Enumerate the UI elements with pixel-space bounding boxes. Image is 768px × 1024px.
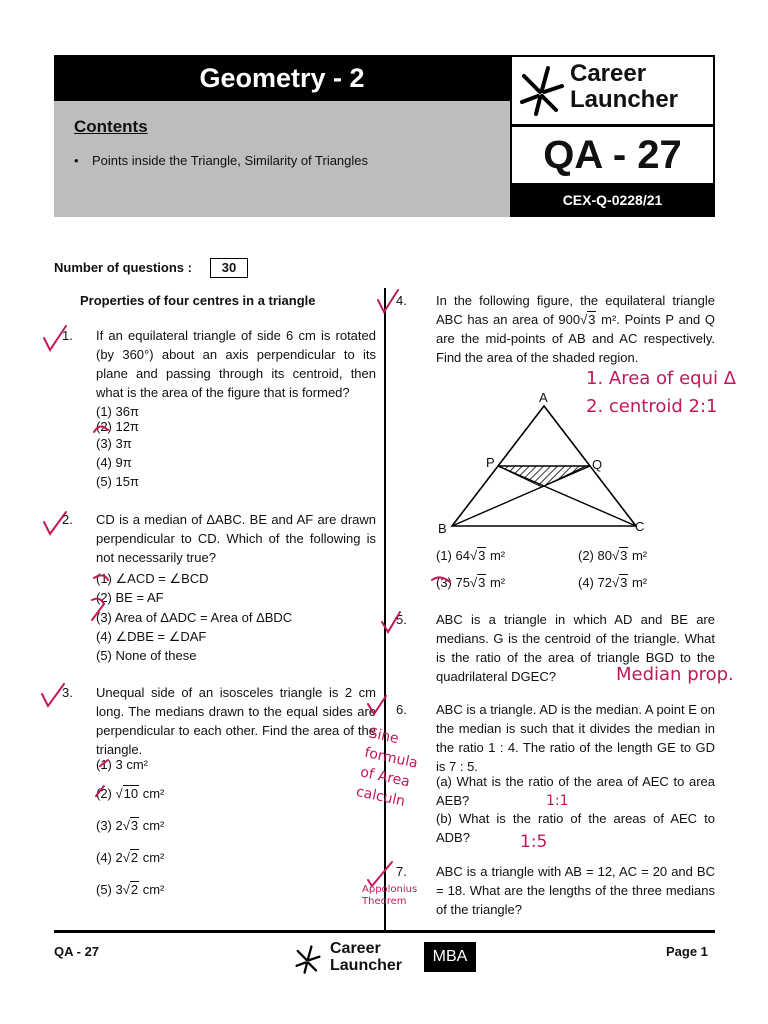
q6-number: 6. xyxy=(396,702,407,717)
q2-option-3: (3) Area of ΔADC = Area of ΔBDC xyxy=(96,610,293,625)
q2-option-1: (1) ∠ACD = ∠BCD xyxy=(96,571,209,586)
footer-brand-name: Career Launcher xyxy=(330,940,403,974)
num-questions-value: 30 xyxy=(210,258,248,278)
q2-text: CD is a median of ΔABC. BE and AF are drawn perpendicular to CD. Which of the following is not necessarily true? xyxy=(96,512,376,565)
point-p-label: P xyxy=(486,455,495,470)
q3-number: 3. xyxy=(62,685,73,700)
handwritten-note-median: Median prop. xyxy=(616,664,734,685)
num-questions-label: Number of questions : xyxy=(54,260,192,275)
q1-number: 1. xyxy=(62,328,73,343)
handwritten-answer-a: 1:1 xyxy=(546,793,569,809)
q5-text: ABC is a triangle in which AD and BE are medians. G is the centroid of the triangle. What is the ratio of the area of triangle BGD to the quadrilateral DGEC? xyxy=(436,612,715,684)
mba-badge: MBA xyxy=(424,942,476,972)
handwritten-note-sine: Sine formula of Area calculn xyxy=(354,725,420,810)
q1-option-2: (2) 12π xyxy=(96,419,139,434)
point-q-label: Q xyxy=(592,457,603,472)
contents-item: • Points inside the Triangle, Similarity of Triangles xyxy=(74,153,369,168)
q5-number: 5. xyxy=(396,612,407,627)
handwritten-answer-b: 1:5 xyxy=(520,832,548,852)
tick-q4 xyxy=(378,290,398,312)
q4-text: In the following figure, the equilateral triangle ABC has an area of 900√3 m². Points P and Q are the mid-points of AB and AC respectively. Find the area of the shaded region. xyxy=(436,293,715,365)
q2-option-2: (2) BE = AF xyxy=(96,590,164,605)
page-number: Page 1 xyxy=(666,944,708,959)
q7-text: ABC is a triangle with AB = 12, AC = 20 and BC = 18. What are the lengths of the three medians of the triangle? xyxy=(436,864,715,917)
q2-number: 2. xyxy=(62,512,73,527)
q3-option-1: (1) 3 cm² xyxy=(96,757,149,772)
tick-q7 xyxy=(368,862,392,886)
career-launcher-logo-icon xyxy=(518,62,566,118)
vertex-b-label: B xyxy=(438,521,447,536)
qa-code: QA - 27 xyxy=(512,127,713,183)
shaded-region xyxy=(498,466,586,487)
q4-option-1: (1) 64√3 m² xyxy=(436,548,506,563)
q6-text: ABC is a triangle. AD is the median. A point E on the median is such that it divides the median in the ratio 1 : 4. The ratio of the length GE to GD is 7 : 5. xyxy=(436,702,715,774)
footer-rule xyxy=(54,930,715,933)
q1-text: If an equilateral triangle of side 6 cm is rotated (by 360°) about an axis perpendicular to its plane and passing through its centroid, then what is the area of the figure that is formed? xyxy=(96,328,376,400)
q4-option-3: (3) 75√3 m² xyxy=(436,575,506,590)
q3-text: Unequal side of an isosceles triangle is 2 cm long. The medians drawn to the equal sides are perpendicular to each other. Find the area of the triangle. xyxy=(96,685,376,757)
footer-qa-code: QA - 27 xyxy=(54,944,100,959)
q1-option-4: (4) 9π xyxy=(96,455,132,470)
handwritten-note-area: 1. Area of equi Δ xyxy=(586,368,737,389)
q3-option-3: (3) 2√3 cm² xyxy=(96,818,165,833)
q2-option-5: (5) None of these xyxy=(96,648,197,663)
column-divider xyxy=(384,288,386,930)
q3-option-2: (2) √10 cm² xyxy=(96,786,165,801)
handwritten-note-centroid: 2. centroid 2:1 xyxy=(586,396,718,417)
career-launcher-footer-logo-icon xyxy=(290,943,326,975)
handwritten-note-apollonius: Appolonius Theorem xyxy=(362,884,418,907)
q6-part-b: (b) What is the ratio of the areas of AEC to ADB? xyxy=(436,811,715,845)
q1-option-3: (3) 3π xyxy=(96,436,132,451)
q1-option-1: (1) 36π xyxy=(96,404,139,419)
q1-option-5: (5) 15π xyxy=(96,474,139,489)
q3-option-4: (4) 2√2 cm² xyxy=(96,850,165,865)
bullet-icon: • xyxy=(74,153,79,168)
tick-q3 xyxy=(42,684,64,706)
vertex-a-label: A xyxy=(539,390,548,405)
document-code: CEX-Q-0228/21 xyxy=(562,192,663,208)
vertex-c-label: C xyxy=(635,519,645,534)
q3-option-5: (5) 3√2 cm² xyxy=(96,882,165,897)
brand-name: Career Launcher xyxy=(570,60,679,113)
q2-option-4: (4) ∠DBE = ∠DAF xyxy=(96,629,207,644)
section-title: Properties of four centres in a triangle xyxy=(80,293,316,308)
q4-number: 4. xyxy=(396,293,407,308)
q4-option-2: (2) 80√3 m² xyxy=(578,548,648,563)
q4-option-4: (4) 72√3 m² xyxy=(578,575,648,590)
contents-heading: Contents xyxy=(74,117,148,136)
q7-number: 7. xyxy=(396,864,407,879)
q6-part-a: (a) What is the ratio of the area of AEC to area AEB? xyxy=(436,774,715,808)
document-title: Geometry - 2 xyxy=(54,55,510,101)
